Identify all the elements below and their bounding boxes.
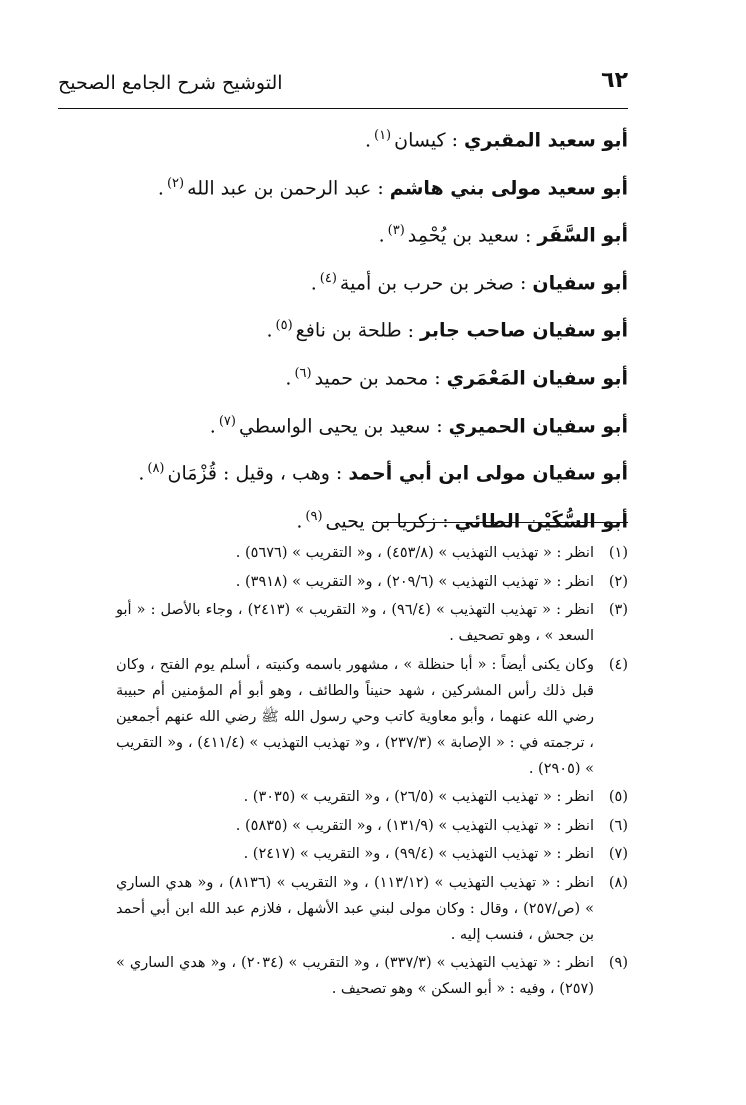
footnotes [116,540,628,1005]
footnote-number: (٧) [608,846,628,862]
footnote-marker: (٩) [305,508,323,524]
colon-separator: : [377,176,384,199]
colon-separator: : [451,129,459,152]
real-name: محمد بن حميد [314,367,429,390]
footnote [116,784,628,810]
entry-end: . [209,414,216,437]
footnote-text: انظر : « تهذيب التهذيب » (٤٥٣/٨) ، و« التقريب » (٥٦٧٦) . [235,545,594,561]
colon-separator: : [442,510,449,533]
footnote [116,813,628,839]
footnote-marker: (٦) [294,365,312,381]
footnote-number: (٨) [608,874,628,891]
real-name: صخر بن حرب بن أمية [339,272,514,295]
footnote-text: انظر : « تهذيب التهذيب » (١١٣/١٢) ، و« التقريب » (٨١٣٦) ، و« هدي الساري » (ص/٢٥٧) ، وقال : وكان مولى لبني عبد الأشهل ، فلازم عبد الله ابن أبي أحمد بن جحش ، فنسب إليه . [116,874,595,943]
footnote [116,841,628,867]
footnote [116,597,628,649]
narrator-entries [68,112,628,540]
footnote-number: (١) [608,545,628,561]
kunya-name: أبو سفيان صاحب جابر [420,319,628,342]
narrator-entry [68,350,628,398]
entry-end: . [285,367,292,390]
footnote-marker: (٣) [387,223,405,239]
footnote [116,652,628,782]
footnote-text: انظر : « تهذيب التهذيب » (١٣١/٩) ، و« التقريب » (٥٨٣٥) . [235,817,594,834]
narrator-entry [68,398,628,446]
footnote-number: (٥) [608,789,628,805]
narrator-entry [68,160,628,208]
entry-end: . [157,176,164,199]
footnote-marker: (٧) [218,413,236,429]
kunya-name: أبو سفيان المَعْمَري [446,367,628,390]
running-title: التوشيح شرح الجامع الصحيح [58,72,283,94]
colon-separator: : [335,462,343,485]
entry-end: . [296,510,303,533]
entry-end: . [364,129,371,152]
narrator-entry [68,302,628,350]
real-name: عبد الرحمن بن عبد الله [187,176,372,199]
footnote-marker: (٤) [319,270,337,286]
kunya-name: أبو السَّفَر [537,224,628,247]
footnote-text: انظر : « تهذيب التهذيب » (٩٦/٤) ، و« التقريب » (٢٤١٣) ، وجاء بالأصل : « أبو السعد » ، وهو تصحيف . [116,602,594,644]
colon-separator: : [524,224,532,247]
colon-separator: : [436,414,443,437]
kunya-name: أبو سفيان [532,272,628,295]
page-number: ٦٢ [601,68,628,93]
footnote-text: انظر : « تهذيب التهذيب » (٢٠٩/٦) ، و« التقريب » (٣٩١٨) . [235,573,594,590]
kunya-name: أبو سعيد مولى بني هاشم [389,176,628,199]
footnote [116,540,628,566]
colon-separator: : [407,319,415,342]
narrator-entry [68,255,628,303]
footnote-text: انظر : « تهذيب التهذيب » (٣٣٧/٣) ، و« التقريب » (٢٠٣٤) ، و« هدي الساري » (٢٥٧) ، وفيه : « أبو السكن » وهو تصحيف . [116,955,594,997]
kunya-name: أبو سفيان الحميري [448,414,628,437]
entry-end: . [378,224,385,247]
kunya-name: أبو سعيد المقبري [464,129,628,152]
narrator-entry [68,445,628,493]
footnote-text: وكان يكنى أيضاً : « أبا حنظلة » ، مشهور باسمه وكنيته ، أسلم يوم الفتح ، وكان قبل ذلك رأس المشركين ، شهد حنيناً والطائف ، وهو أبو أم المؤمنين أم حبيبة رضي الله عنهما ، وأبو معاوية كاتب وحي رسول الله ﷺ رضي الله عنهم أجمعين ، ترجمته في : « الإصابة » (٢٣٧/٣) ، و« تهذيب التهذيب » (٤١١/٤) ، و« التقريب » (٢٩٠٥) . [116,656,594,777]
real-name: زكريا بن يحيى [325,510,437,533]
colon-separator: : [434,367,441,390]
kunya-name: أبو السُّكَيْن الطائي [454,510,628,533]
real-name: طلحة بن نافع [295,319,402,342]
footnote-number: (٤) [608,656,628,673]
footnote-text: انظر : « تهذيب التهذيب » (٩٩/٤) ، و« التقريب » (٢٤١٧) . [243,846,594,862]
real-name: وهب ، وقيل : قُزْمَان [167,462,330,485]
entry-end: . [310,272,317,295]
real-name: كيسان [394,129,446,152]
footnote-number: (٣) [608,602,628,618]
footnote-marker: (٢) [166,175,185,191]
kunya-name: أبو سفيان مولى ابن أبي أحمد [348,462,628,485]
real-name: سعيد بن يُحْمِد [407,224,519,247]
footnote [116,569,628,595]
colon-separator: : [519,272,527,295]
footnote-number: (٩) [608,955,628,971]
entry-end: . [138,462,145,485]
narrator-entry [68,112,628,160]
footnote-divider [373,522,628,523]
footnote-marker: (٥) [275,318,293,334]
narrator-entry [68,207,628,255]
page-header [58,68,628,109]
footnote-text: انظر : « تهذيب التهذيب » (٢٦/٥) ، و« التقريب » (٣٠٣٥) . [243,789,594,805]
real-name: سعيد بن يحيى الواسطي [238,414,431,437]
footnote-number: (٢) [608,573,628,590]
footnote [116,950,628,1002]
entry-end: . [266,319,273,342]
narrator-entry [68,493,628,541]
footnote-number: (٦) [608,817,628,834]
footnote-marker: (٨) [147,461,165,477]
footnote-marker: (١) [373,128,392,143]
footnote [116,870,628,948]
